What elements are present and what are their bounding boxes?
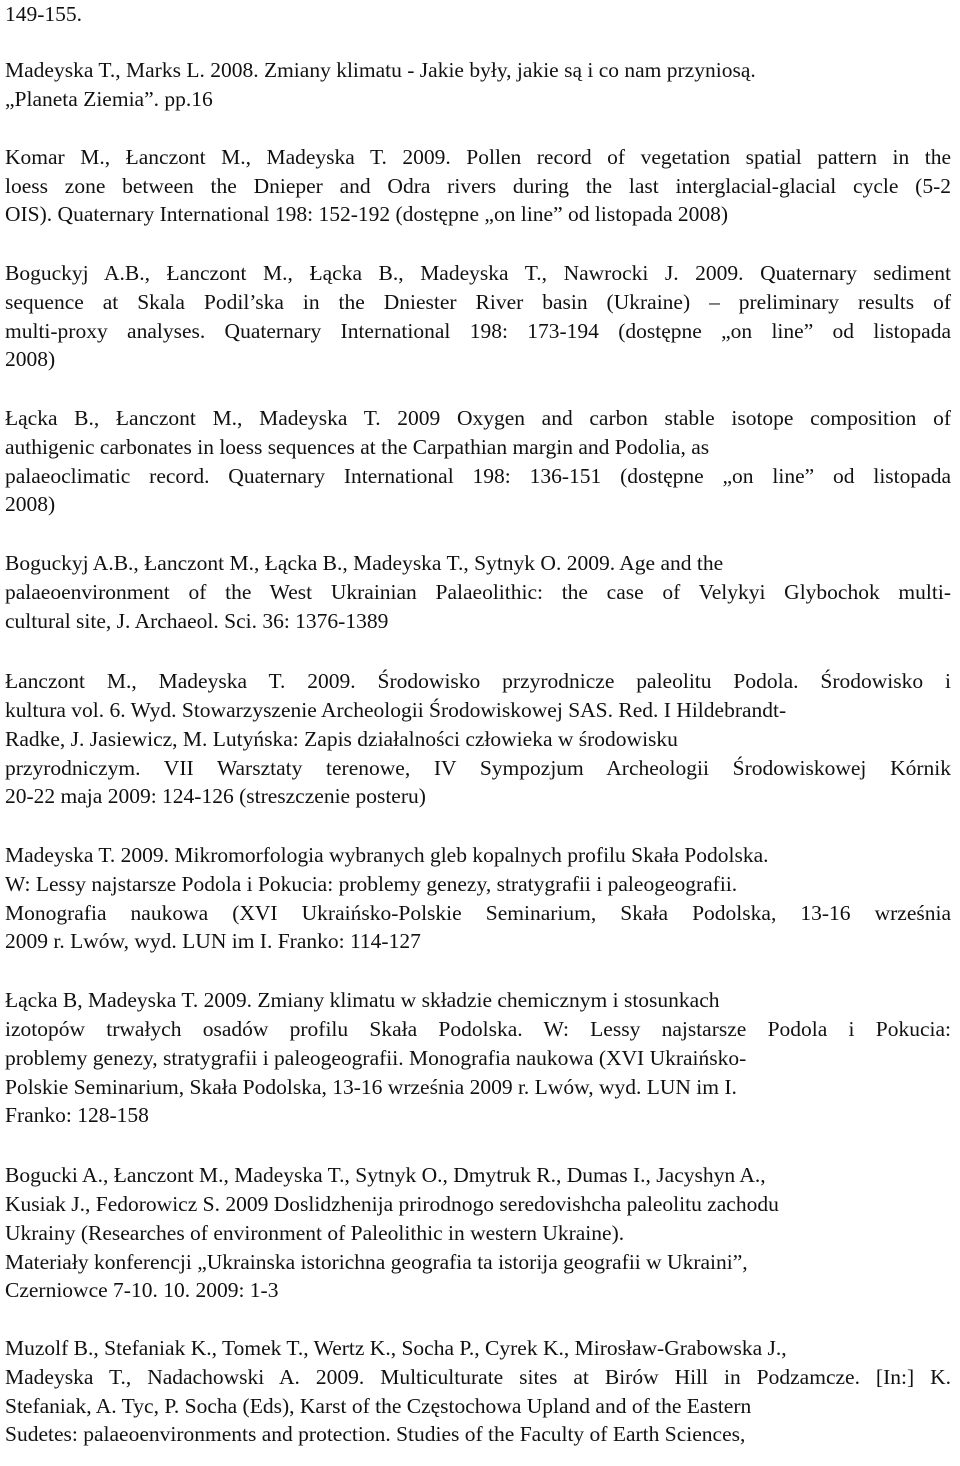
reference-line: 149-155. xyxy=(5,2,83,26)
reference-line: Łanczont M., Madeyska T. 2009. Środowisko przyrodnicze paleolitu Podola. Środowisko i xyxy=(5,669,951,693)
reference-line: Madeyska T., Nadachowski A. 2009. Multiculturate sites at Birów Hill in Podzamcze. [In:] K. xyxy=(5,1365,951,1389)
reference-line: kultura vol. 6. Wyd. Stowarzyszenie Archeologii Środowiskowej SAS. Red. I Hildebrandt- xyxy=(5,698,787,722)
reference-line: „Planeta Ziemia”. pp.16 xyxy=(5,87,213,111)
reference-line: Boguckyj A.B., Łanczont M., Łącka B., Madeyska T., Nawrocki J. 2009. Quaternary sediment xyxy=(5,261,951,285)
reference-line: multi-proxy analyses. Quaternary International 198: 173-194 (dostępne „on line” od listopada xyxy=(5,319,951,343)
reference-line: Łącka B, Madeyska T. 2009. Zmiany klimatu w składzie chemicznym i stosunkach xyxy=(5,988,720,1012)
reference-line: Łącka B., Łanczont M., Madeyska T. 2009 Oxygen and carbon stable isotope composition of xyxy=(5,406,951,430)
reference-line: W: Lessy najstarsze Podola i Pokucia: problemy genezy, stratygrafii i paleogeografii. xyxy=(5,872,738,896)
reference-line: authigenic carbonates in loess sequences at the Carpathian margin and Podolia, as xyxy=(5,435,710,459)
reference-line: Madeyska T., Marks L. 2008. Zmiany klimatu - Jakie były, jakie są i co nam przyniosą. xyxy=(5,58,756,82)
reference-line: Madeyska T. 2009. Mikromorfologia wybranych gleb kopalnych profilu Skała Podolska. xyxy=(5,843,769,867)
reference-line: problemy genezy, stratygrafii i paleogeografii. Monografia naukowa (XVI Ukraińsko- xyxy=(5,1046,747,1070)
reference-line: palaeoenvironment of the West Ukrainian Palaeolithic: the case of Velykyi Glybochok multi- xyxy=(5,580,951,604)
reference-line: Muzolf B., Stefaniak K., Tomek T., Wertz K., Socha P., Cyrek K., Mirosław-Grabowska J., xyxy=(5,1336,787,1360)
reference-line: palaeoclimatic record. Quaternary International 198: 136-151 (dostępne „on line” od listopada xyxy=(5,464,951,488)
reference-line: Boguckyj A.B., Łanczont M., Łącka B., Madeyska T., Sytnyk O. 2009. Age and the xyxy=(5,551,724,575)
reference-line: cultural site, J. Archaeol. Sci. 36: 1376-1389 xyxy=(5,609,389,633)
reference-line: 20-22 maja 2009: 124-126 (streszczenie posteru) xyxy=(5,784,426,808)
reference-line: 2008) xyxy=(5,492,56,516)
reference-line: 2009 r. Lwów, wyd. LUN im I. Franko: 114-127 xyxy=(5,929,421,953)
reference-line: Radke, J. Jasiewicz, M. Lutyńska: Zapis działalności człowieka w środowisku xyxy=(5,727,678,751)
reference-line: Kusiak J., Fedorowicz S. 2009 Doslidzhenija prirodnogo seredovishcha paleolitu zachodu xyxy=(5,1192,779,1216)
reference-line: Monografia naukowa (XVI Ukraińsko-Polskie Seminarium, Skała Podolska, 13-16 września xyxy=(5,901,951,925)
reference-line: Sudetes: palaeoenvironments and protection. Studies of the Faculty of Earth Sciences, xyxy=(5,1422,746,1446)
reference-line: przyrodniczym. VII Warsztaty terenowe, IV Sympozjum Archeologii Środowiskowej Kórnik xyxy=(5,756,951,780)
reference-line: Bogucki A., Łanczont M., Madeyska T., Sytnyk O., Dmytruk R., Dumas I., Jacyshyn A., xyxy=(5,1163,766,1187)
reference-line: loess zone between the Dnieper and Odra rivers during the last interglacial-glacial cycle (5-2 xyxy=(5,174,951,198)
reference-line: sequence at Skala Podil’ska in the Dniester River basin (Ukraine) – preliminary results of xyxy=(5,290,951,314)
reference-line: OIS). Quaternary International 198: 152-192 (dostępne „on line” od listopada 2008) xyxy=(5,202,729,226)
reference-line: Materiały konferencji „Ukrainska istorichna geografia ta istorija geografii w Ukraini”, xyxy=(5,1250,748,1274)
reference-line: izotopów trwałych osadów profilu Skała Podolska. W: Lessy najstarsze Podola i Pokucia: xyxy=(5,1017,951,1041)
reference-line: Ukrainy (Researches of environment of Paleolithic in western Ukraine). xyxy=(5,1221,625,1245)
reference-line: Stefaniak, A. Tyc, P. Socha (Eds), Karst of the Częstochowa Upland and of the Eastern xyxy=(5,1394,752,1418)
reference-line: Czerniowce 7-10. 10. 2009: 1-3 xyxy=(5,1278,279,1302)
reference-line: Polskie Seminarium, Skała Podolska, 13-16 września 2009 r. Lwów, wyd. LUN im I. xyxy=(5,1075,737,1099)
reference-line: Franko: 128-158 xyxy=(5,1103,149,1127)
reference-line: 2008) xyxy=(5,347,56,371)
reference-line: Komar M., Łanczont M., Madeyska T. 2009. Pollen record of vegetation spatial pattern in the xyxy=(5,145,951,169)
